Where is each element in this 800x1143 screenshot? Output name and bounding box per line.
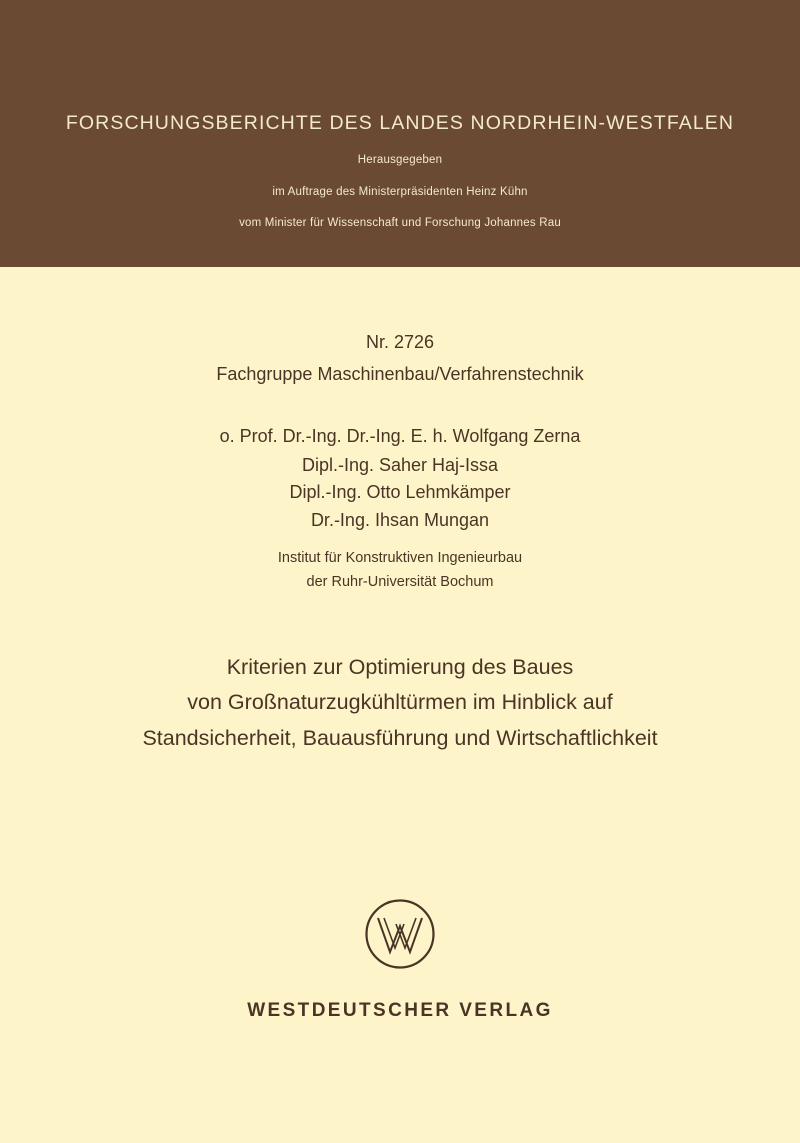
author-4: Dr.-Ing. Ihsan Mungan xyxy=(310,510,490,530)
book-title-line-1: Kriterien zur Optimierung des Baues xyxy=(226,655,574,679)
editor-line-3: vom Minister für Wissenschaft und Forschung Johannes Rau xyxy=(239,217,561,229)
institute-line-2: der Ruhr-Universität Bochum xyxy=(306,574,494,590)
author-2: Dipl.-Ing. Saher Haj-Issa xyxy=(301,455,499,475)
book-title-line-3: Standsicherheit, Bauausführung und Wirtschaftlichkeit xyxy=(142,726,658,750)
ww-logo-icon xyxy=(364,898,436,970)
publisher-name: WESTDEUTSCHER VERLAG xyxy=(247,1000,553,1021)
subject-group: Fachgruppe Maschinenbau/Verfahrenstechnik xyxy=(216,364,584,384)
author-3: Dipl.-Ing. Otto Lehmkämper xyxy=(289,482,511,502)
editor-line-2: im Auftrage des Ministerpräsidenten Heinz Kühn xyxy=(272,186,528,198)
institute-line-1: Institut für Konstruktiven Ingenieurbau xyxy=(277,550,523,566)
book-title-line-2: von Großnaturzugkühltürmen im Hinblick auf xyxy=(187,690,613,714)
series-title: FORSCHUNGSBERICHTE DES LANDES NORDRHEIN-WESTFALEN xyxy=(65,112,735,134)
report-number: Nr. 2726 xyxy=(365,332,435,352)
cover-header-band xyxy=(0,0,800,267)
author-1: o. Prof. Dr.-Ing. Dr.-Ing. E. h. Wolfgang Zerna xyxy=(219,426,581,446)
editor-line-1: Herausgegeben xyxy=(357,154,443,166)
